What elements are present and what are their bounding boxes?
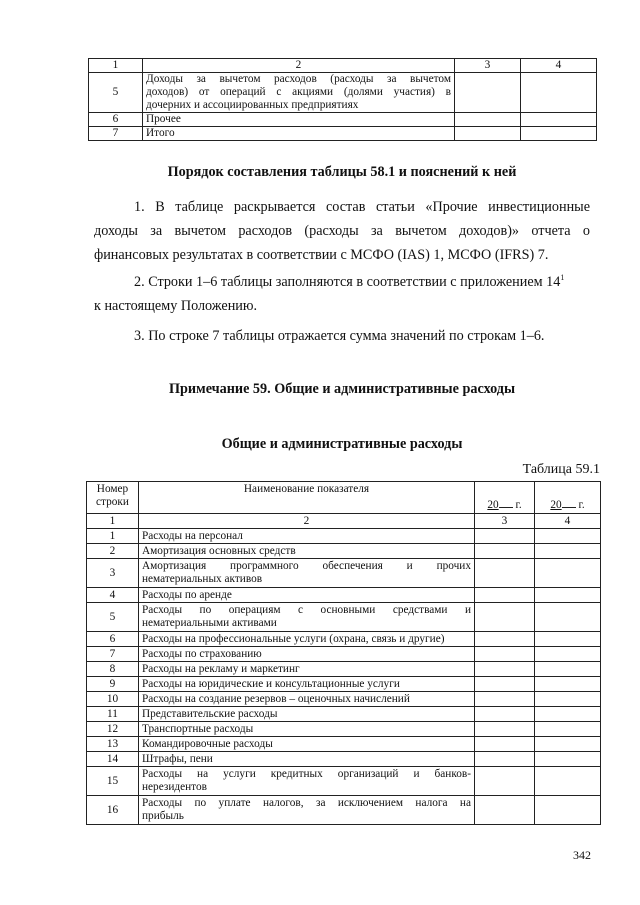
- indicator-name-cell: [143, 113, 455, 127]
- indicator-name-line: нематериальных активов: [142, 573, 263, 585]
- value-cell: [535, 662, 601, 677]
- value-cell: [475, 662, 535, 677]
- indicator-name-line: Амортизация основных средств: [142, 544, 296, 557]
- table-title: Общие и административные расходы: [221, 436, 463, 452]
- header-year-column: [535, 482, 601, 514]
- indicator-name-cell: [139, 737, 475, 752]
- row-number-cell: 14: [87, 752, 139, 767]
- header-indicator-name: Наименование показателя: [139, 482, 475, 514]
- paragraph-line: к настоящему Положению.: [94, 298, 258, 314]
- header-year-column: [475, 482, 535, 514]
- table-row: [87, 737, 601, 752]
- indicator-name-cell: [139, 662, 475, 677]
- year-field: 20 г.: [550, 499, 585, 511]
- row-number-cell: 4: [87, 588, 139, 603]
- row-number-cell: 3: [87, 559, 139, 588]
- value-cell: [475, 529, 535, 544]
- indicator-name-line: нерезидентов: [142, 781, 207, 793]
- table-row: [87, 722, 601, 737]
- value-cell: [535, 588, 601, 603]
- footnote-reference: 1: [560, 273, 565, 282]
- indicator-name-cell: [143, 73, 455, 113]
- indicator-name-cell: [139, 603, 475, 632]
- row-number-cell: 6: [87, 632, 139, 647]
- value-cell: [535, 632, 601, 647]
- row-number-cell: 7: [87, 647, 139, 662]
- value-cell: [535, 544, 601, 559]
- table-58-1-continuation: [88, 58, 597, 141]
- table-body: [87, 482, 601, 825]
- table-row: [87, 677, 601, 692]
- indicator-name-line: Расходы по аренде: [142, 588, 232, 601]
- index-cell: 2: [139, 514, 475, 529]
- indicator-name-line: Расходы по уплате налогов, за исключением налога на: [142, 797, 471, 809]
- value-cell: [475, 677, 535, 692]
- table-row: [87, 603, 601, 632]
- row-number-cell: 13: [87, 737, 139, 752]
- value-cell: [475, 603, 535, 632]
- indicator-name-cell: [139, 632, 475, 647]
- row-number-cell: 7: [89, 127, 143, 141]
- header-text: строки: [96, 496, 129, 508]
- table-row: [89, 113, 597, 127]
- row-number-cell: 6: [89, 113, 143, 127]
- table-row: [87, 707, 601, 722]
- table-row: [87, 692, 601, 707]
- indicator-name-cell: [139, 767, 475, 796]
- header-cell: 4: [521, 59, 597, 73]
- indicator-name-cell: [139, 647, 475, 662]
- indicator-name-cell: [139, 544, 475, 559]
- paragraph-text: 2. Строки 1–6 таблицы заполняются в соответствии с приложением 14: [134, 274, 561, 290]
- value-cell: [535, 559, 601, 588]
- table-row: [87, 796, 601, 825]
- indicator-name-cell: [139, 677, 475, 692]
- table-header-row: [87, 482, 601, 514]
- value-cell: [535, 677, 601, 692]
- paragraph-1: [94, 195, 590, 267]
- indicator-name-line: Расходы на услуги кредитных организаций и банков-: [142, 768, 471, 780]
- indicator-name-line: Расходы на создание резервов – оценочных начислений: [142, 692, 410, 705]
- value-cell: [535, 752, 601, 767]
- value-cell: [535, 722, 601, 737]
- value-cell: [475, 767, 535, 796]
- indicator-name-line: дочерних и ассоциированных предприятиях: [146, 99, 359, 111]
- table-row: [87, 588, 601, 603]
- value-cell: [475, 722, 535, 737]
- value-cell: [475, 544, 535, 559]
- row-number-cell: 16: [87, 796, 139, 825]
- indicator-name-line: Транспортные расходы: [142, 722, 254, 735]
- indicator-name-cell: [139, 692, 475, 707]
- indicator-name-line: Расходы по операциям с основными средствами и: [142, 604, 471, 616]
- indicator-name-cell: [139, 559, 475, 588]
- header-text: Номер: [96, 483, 129, 495]
- value-cell: [535, 647, 601, 662]
- table-index-row: [87, 514, 601, 529]
- section-heading: Порядок составления таблицы 58.1 и пояснений к ней: [167, 164, 517, 180]
- row-number-cell: 2: [87, 544, 139, 559]
- indicator-name-line: Расходы на юридические и консультационные услуги: [142, 677, 400, 690]
- value-cell: [475, 752, 535, 767]
- value-cell: [521, 113, 597, 127]
- table-row: [87, 529, 601, 544]
- indicator-name-cell: [139, 752, 475, 767]
- header-cell: 2: [143, 59, 455, 73]
- indicator-name-line: Штрафы, пени: [142, 752, 213, 765]
- value-cell: [521, 73, 597, 113]
- row-number-cell: 15: [87, 767, 139, 796]
- indicator-name-cell: [139, 588, 475, 603]
- index-cell: 4: [535, 514, 601, 529]
- table-row: [87, 544, 601, 559]
- indicator-name-line: Амортизация программного обеспечения и прочих: [142, 560, 471, 572]
- index-cell: 3: [475, 514, 535, 529]
- paragraph-line: финансовых результатах в соответствии с МСФО (IAS) 1, МСФО (IFRS) 7.: [94, 247, 549, 263]
- page-number: 342: [573, 848, 591, 862]
- indicator-name-line: Итого: [146, 127, 175, 139]
- row-number-cell: 5: [87, 603, 139, 632]
- table-body: [89, 59, 597, 141]
- indicator-name-line: Расходы по страхованию: [142, 647, 262, 660]
- year-field: 20 г.: [487, 499, 522, 511]
- row-number-cell: 8: [87, 662, 139, 677]
- indicator-name-cell: [139, 707, 475, 722]
- paragraph-2: [94, 270, 590, 318]
- value-cell: [455, 127, 521, 141]
- value-cell: [455, 73, 521, 113]
- row-number-cell: 11: [87, 707, 139, 722]
- value-cell: [535, 529, 601, 544]
- row-number-cell: 1: [87, 529, 139, 544]
- row-number-cell: 12: [87, 722, 139, 737]
- indicator-name-cell: [139, 529, 475, 544]
- indicator-name-cell: [143, 127, 455, 141]
- table-row: [87, 647, 601, 662]
- header-row-number: [87, 482, 139, 514]
- value-cell: [535, 692, 601, 707]
- value-cell: [475, 707, 535, 722]
- table-number: Таблица 59.1: [522, 462, 600, 477]
- value-cell: [475, 737, 535, 752]
- value-cell: [535, 603, 601, 632]
- value-cell: [475, 588, 535, 603]
- value-cell: [535, 796, 601, 825]
- table-row: [87, 662, 601, 677]
- value-cell: [475, 647, 535, 662]
- row-number-cell: 5: [89, 73, 143, 113]
- value-cell: [455, 113, 521, 127]
- indicator-name-cell: [139, 796, 475, 825]
- table-59-1: [86, 481, 601, 825]
- paragraph-line: [94, 270, 590, 294]
- header-cell: 1: [89, 59, 143, 73]
- table-row: [89, 127, 597, 141]
- value-cell: [475, 559, 535, 588]
- paragraph-line: 3. По строке 7 таблицы отражается сумма значений по строкам 1–6.: [134, 328, 545, 344]
- value-cell: [475, 796, 535, 825]
- table-row: [87, 632, 601, 647]
- indicator-name-line: Прочее: [146, 113, 181, 125]
- indicator-name-line: Расходы на персонал: [142, 529, 243, 542]
- row-number-cell: 10: [87, 692, 139, 707]
- value-cell: [475, 692, 535, 707]
- indicator-name-line: Расходы на рекламу и маркетинг: [142, 662, 300, 675]
- indicator-name-line: Доходы за вычетом расходов (расходы за вычетом: [146, 73, 451, 85]
- index-cell: 1: [87, 514, 139, 529]
- paragraph-line: доходы за вычетом расходов (расходы за вычетом доходов)» отчета о: [94, 223, 590, 239]
- indicator-name-line: доходов) от операций с акциями (долями участия) в: [146, 86, 451, 98]
- paragraph-3: [94, 324, 590, 348]
- value-cell: [535, 737, 601, 752]
- indicator-name-line: Представительские расходы: [142, 707, 278, 720]
- row-number-cell: 9: [87, 677, 139, 692]
- indicator-name-line: прибыль: [142, 810, 184, 822]
- table-row: [89, 73, 597, 113]
- value-cell: [475, 632, 535, 647]
- table-row: [87, 559, 601, 588]
- table-row: [87, 752, 601, 767]
- value-cell: [535, 767, 601, 796]
- value-cell: [535, 707, 601, 722]
- table-row: [87, 767, 601, 796]
- indicator-name-cell: [139, 722, 475, 737]
- indicator-name-line: нематериальными активами: [142, 617, 277, 629]
- indicator-name-line: Расходы на профессиональные услуги (охрана, связь и другие): [142, 632, 445, 645]
- paragraph-line: 1. В таблице раскрывается состав статьи «Прочие инвестиционные: [134, 199, 590, 215]
- note-heading: Примечание 59. Общие и административные расходы: [168, 381, 516, 397]
- value-cell: [521, 127, 597, 141]
- table-header-row: [89, 59, 597, 73]
- header-cell: 3: [455, 59, 521, 73]
- indicator-name-line: Командировочные расходы: [142, 737, 273, 750]
